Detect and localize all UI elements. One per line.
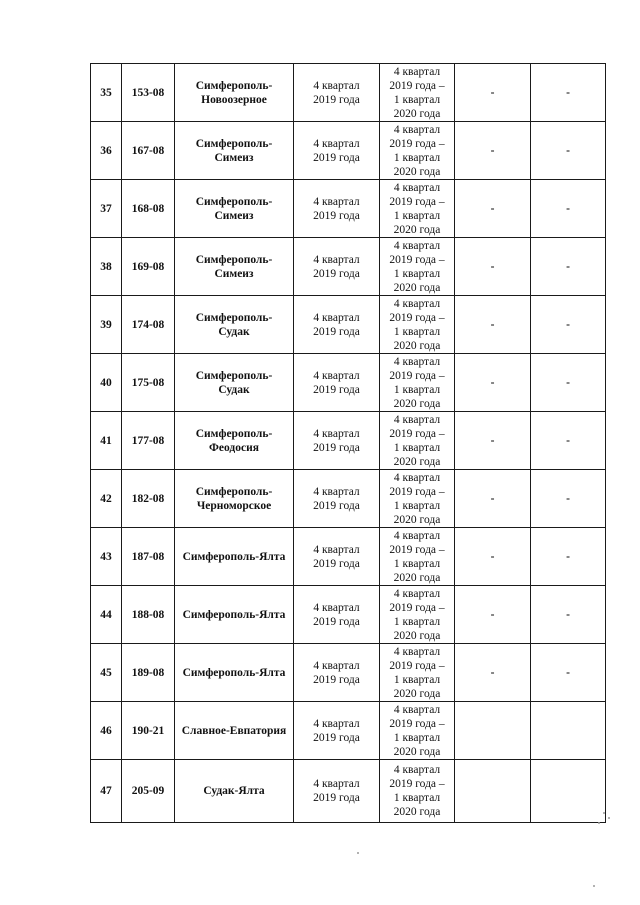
period-line: 2020 года	[393, 397, 441, 410]
period-line: 2019 года –	[389, 659, 445, 672]
period	[380, 354, 455, 412]
row-number: 46	[91, 702, 122, 760]
period-line: 2020 года	[393, 571, 441, 584]
period-line: 2020 года	[393, 629, 441, 642]
column-7-value: -	[455, 238, 531, 296]
start-quarter-line: 2019 года	[313, 792, 360, 804]
period	[380, 412, 455, 470]
column-8-value: -	[531, 528, 606, 586]
period-line: 2019 года –	[389, 427, 445, 440]
start-quarter-line: 2019 года	[313, 557, 360, 570]
column-8-value: -	[531, 412, 606, 470]
period-line: 2019 года –	[389, 253, 445, 266]
period-line: 4 квартал	[393, 239, 441, 252]
period-line: 2020 года	[393, 165, 441, 178]
route-name	[175, 412, 294, 470]
start-quarter-line: 4 квартал	[313, 253, 360, 266]
period-line: 2019 года –	[389, 195, 445, 208]
route-code: 153-08	[122, 64, 175, 122]
period-line: 2020 года	[393, 513, 441, 526]
period-line: 4 квартал	[393, 703, 441, 716]
column-8-value	[531, 702, 606, 760]
route-name-line: Симферополь-	[195, 253, 273, 266]
route-code: 189-08	[122, 644, 175, 702]
route-name	[175, 760, 294, 823]
start-quarter	[294, 528, 380, 586]
row-number: 36	[91, 122, 122, 180]
scan-speck	[357, 852, 359, 854]
period-line: 4 квартал	[393, 471, 441, 484]
routes-table	[90, 63, 606, 823]
start-quarter-line: 4 квартал	[313, 717, 360, 730]
column-7-value: -	[455, 122, 531, 180]
period	[380, 180, 455, 238]
period-line: 2019 года –	[389, 369, 445, 382]
column-7-value: -	[455, 64, 531, 122]
column-7-value: -	[455, 412, 531, 470]
route-code: 169-08	[122, 238, 175, 296]
scan-speck	[598, 822, 600, 824]
start-quarter-line: 2019 года	[313, 673, 360, 686]
start-quarter-line: 4 квартал	[313, 659, 360, 672]
route-name	[175, 354, 294, 412]
start-quarter-line: 4 квартал	[313, 369, 360, 382]
period-line: 1 квартал	[393, 267, 441, 280]
period-line: 2019 года –	[389, 137, 445, 150]
start-quarter-line: 2019 года	[313, 325, 360, 338]
route-name-line: Судак	[218, 325, 250, 338]
period	[380, 760, 455, 823]
column-7-value: -	[455, 644, 531, 702]
column-7-value	[455, 702, 531, 760]
period	[380, 702, 455, 760]
start-quarter	[294, 760, 380, 823]
column-8-value: -	[531, 238, 606, 296]
route-name-line: Черноморское	[196, 499, 272, 512]
start-quarter-line: 4 квартал	[313, 195, 360, 208]
route-name-line: Симферополь-	[195, 485, 273, 498]
table-row	[91, 412, 606, 470]
period-line: 1 квартал	[393, 325, 441, 338]
start-quarter-line: 4 квартал	[313, 137, 360, 150]
start-quarter-line: 2019 года	[313, 209, 360, 222]
route-code: 177-08	[122, 412, 175, 470]
column-8-value: -	[531, 64, 606, 122]
table-row	[91, 470, 606, 528]
period-line: 4 квартал	[393, 65, 441, 78]
start-quarter-line: 2019 года	[313, 441, 360, 454]
column-8-value: -	[531, 180, 606, 238]
start-quarter-line: 2019 года	[313, 93, 360, 106]
route-code: 190-21	[122, 702, 175, 760]
start-quarter-line: 2019 года	[313, 267, 360, 280]
route-name	[175, 470, 294, 528]
period	[380, 122, 455, 180]
start-quarter	[294, 644, 380, 702]
route-name	[175, 180, 294, 238]
period	[380, 586, 455, 644]
period-line: 2019 года –	[389, 601, 445, 614]
route-name	[175, 644, 294, 702]
route-code: 205-09	[122, 760, 175, 823]
period-line: 4 квартал	[393, 587, 441, 600]
scan-speck	[603, 812, 605, 814]
start-quarter-line: 2019 года	[313, 499, 360, 512]
route-name-line: Феодосия	[209, 441, 259, 454]
route-name	[175, 702, 294, 760]
period-line: 1 квартал	[393, 673, 441, 686]
route-name-line: Симферополь-	[195, 427, 273, 440]
period-line: 2020 года	[393, 806, 441, 818]
start-quarter	[294, 412, 380, 470]
route-name	[175, 528, 294, 586]
period-line: 2020 года	[393, 455, 441, 468]
table-body	[91, 64, 606, 823]
column-7-value: -	[455, 470, 531, 528]
column-7-value: -	[455, 296, 531, 354]
period-line: 1 квартал	[393, 441, 441, 454]
route-code: 168-08	[122, 180, 175, 238]
column-8-value: -	[531, 122, 606, 180]
row-number: 44	[91, 586, 122, 644]
period	[380, 470, 455, 528]
column-7-value: -	[455, 586, 531, 644]
route-name	[175, 296, 294, 354]
period-line: 2019 года –	[389, 543, 445, 556]
period-line: 1 квартал	[393, 209, 441, 222]
period-line: 1 квартал	[393, 557, 441, 570]
period-line: 1 квартал	[393, 615, 441, 628]
period	[380, 528, 455, 586]
start-quarter	[294, 354, 380, 412]
start-quarter-line: 4 квартал	[313, 543, 360, 556]
period	[380, 64, 455, 122]
period-line: 2019 года –	[389, 778, 445, 790]
period-line: 4 квартал	[393, 645, 441, 658]
period-line: 2019 года –	[389, 717, 445, 730]
route-name-line: Славное-Евпатория	[181, 724, 287, 737]
period	[380, 238, 455, 296]
route-name	[175, 238, 294, 296]
column-8-value	[531, 760, 606, 823]
table-row	[91, 702, 606, 760]
period-line: 2020 года	[393, 223, 441, 236]
start-quarter-line: 4 квартал	[313, 778, 360, 790]
period-line: 1 квартал	[393, 792, 441, 804]
start-quarter	[294, 586, 380, 644]
route-name-line: Симферополь-	[195, 79, 273, 92]
column-8-value: -	[531, 296, 606, 354]
period-line: 2019 года –	[389, 79, 445, 92]
row-number: 47	[91, 760, 122, 823]
start-quarter-line: 4 квартал	[313, 485, 360, 498]
row-number: 45	[91, 644, 122, 702]
column-7-value: -	[455, 354, 531, 412]
period-line: 2020 года	[393, 107, 441, 120]
column-8-value: -	[531, 586, 606, 644]
period	[380, 296, 455, 354]
route-name	[175, 64, 294, 122]
column-7-value: -	[455, 528, 531, 586]
period-line: 1 квартал	[393, 383, 441, 396]
row-number: 37	[91, 180, 122, 238]
period-line: 2019 года –	[389, 485, 445, 498]
route-code: 174-08	[122, 296, 175, 354]
table-row	[91, 296, 606, 354]
start-quarter	[294, 180, 380, 238]
table-row	[91, 122, 606, 180]
column-7-value: -	[455, 180, 531, 238]
route-name-line: Симферополь-	[195, 195, 273, 208]
start-quarter	[294, 296, 380, 354]
period-line: 4 квартал	[393, 181, 441, 194]
route-code: 188-08	[122, 586, 175, 644]
table-row	[91, 528, 606, 586]
route-name-line: Симферополь-	[195, 369, 273, 382]
period	[380, 644, 455, 702]
period-line: 2020 года	[393, 339, 441, 352]
column-8-value: -	[531, 470, 606, 528]
column-7-value	[455, 760, 531, 823]
row-number: 40	[91, 354, 122, 412]
route-code: 167-08	[122, 122, 175, 180]
row-number: 41	[91, 412, 122, 470]
route-name-line: Симеиз	[214, 209, 254, 222]
table-row	[91, 586, 606, 644]
row-number: 42	[91, 470, 122, 528]
start-quarter-line: 2019 года	[313, 615, 360, 628]
period-line: 4 квартал	[393, 764, 441, 776]
start-quarter-line: 2019 года	[313, 383, 360, 396]
start-quarter-line: 2019 года	[313, 151, 360, 164]
start-quarter	[294, 470, 380, 528]
period-line: 2020 года	[393, 281, 441, 294]
route-code: 187-08	[122, 528, 175, 586]
start-quarter	[294, 238, 380, 296]
period-line: 4 квартал	[393, 413, 441, 426]
period-line: 2020 года	[393, 687, 441, 700]
row-number: 39	[91, 296, 122, 354]
route-code: 182-08	[122, 470, 175, 528]
period-line: 4 квартал	[393, 297, 441, 310]
column-8-value: -	[531, 644, 606, 702]
route-name	[175, 122, 294, 180]
row-number: 43	[91, 528, 122, 586]
route-name	[175, 586, 294, 644]
start-quarter-line: 4 квартал	[313, 427, 360, 440]
scan-speck	[608, 817, 610, 819]
route-name-line: Симферополь-Ялта	[182, 550, 286, 563]
period-line: 4 квартал	[393, 355, 441, 368]
table-row	[91, 64, 606, 122]
period-line: 1 квартал	[393, 499, 441, 512]
start-quarter	[294, 122, 380, 180]
table-row	[91, 760, 606, 823]
period-line: 1 квартал	[393, 93, 441, 106]
period-line: 4 квартал	[393, 529, 441, 542]
route-name-line: Симферополь-Ялта	[182, 608, 286, 621]
route-name-line: Симферополь-	[195, 137, 273, 150]
route-name-line: Судак	[218, 383, 250, 396]
start-quarter	[294, 702, 380, 760]
start-quarter-line: 2019 года	[313, 731, 360, 744]
period-line: 1 квартал	[393, 151, 441, 164]
period-line: 4 квартал	[393, 123, 441, 136]
period-line: 2020 года	[393, 745, 441, 758]
route-code: 175-08	[122, 354, 175, 412]
start-quarter	[294, 64, 380, 122]
route-name-line: Симферополь-Ялта	[182, 666, 286, 679]
start-quarter-line: 4 квартал	[313, 79, 360, 92]
route-name-line: Судак-Ялта	[203, 785, 265, 797]
table-row	[91, 238, 606, 296]
period-line: 2019 года –	[389, 311, 445, 324]
route-name-line: Симеиз	[214, 151, 254, 164]
period-line: 1 квартал	[393, 731, 441, 744]
start-quarter-line: 4 квартал	[313, 311, 360, 324]
scan-speck	[593, 885, 595, 887]
row-number: 38	[91, 238, 122, 296]
route-name-line: Новоозерное	[201, 93, 267, 106]
row-number: 35	[91, 64, 122, 122]
route-name-line: Симферополь-	[195, 311, 273, 324]
table-row	[91, 180, 606, 238]
route-name-line: Симеиз	[214, 267, 254, 280]
column-8-value: -	[531, 354, 606, 412]
table-row	[91, 354, 606, 412]
table-row	[91, 644, 606, 702]
start-quarter-line: 4 квартал	[313, 601, 360, 614]
